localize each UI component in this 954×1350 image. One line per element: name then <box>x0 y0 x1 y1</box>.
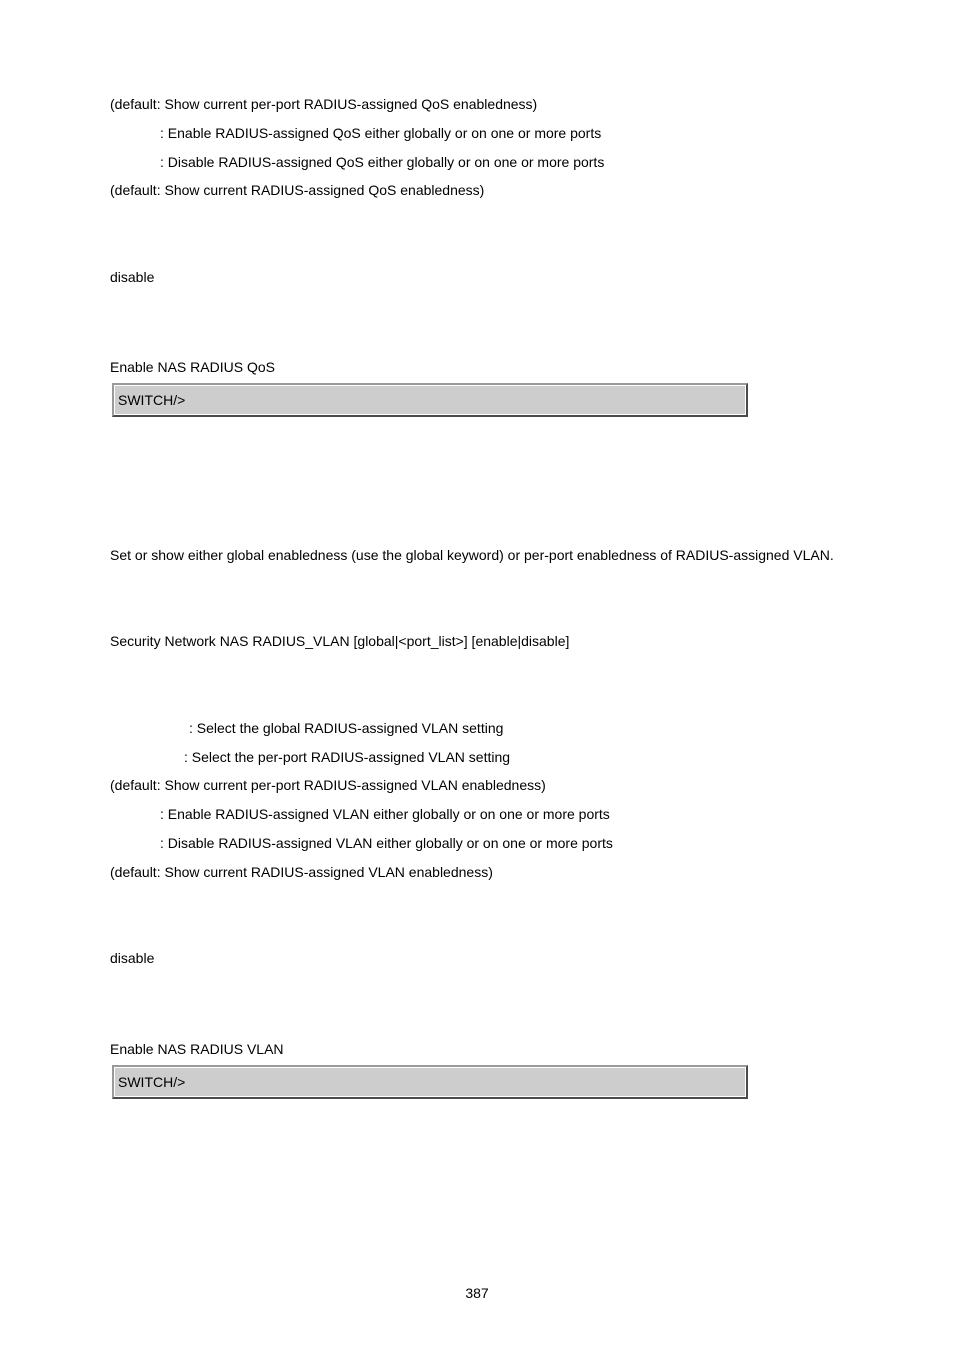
qos-default-global-text: (default: Show current RADIUS-assigned QoS enabledness) <box>110 182 485 198</box>
vlan-default-per-port-text: (default: Show current per-port RADIUS-assigned VLAN enabledness) <box>110 777 546 793</box>
qos-disable-description: : Disable RADIUS-assigned QoS either globally or on one or more ports <box>160 154 605 170</box>
vlan-default-value: disable <box>110 950 155 966</box>
vlan-example-title: Enable NAS RADIUS VLAN <box>110 1041 284 1057</box>
qos-default-per-port-text: (default: Show current per-port RADIUS-assigned QoS enabledness) <box>110 96 538 112</box>
vlan-example-console-text: SWITCH/> <box>118 1074 186 1090</box>
qos-example-title: Enable NAS RADIUS QoS <box>110 359 275 375</box>
vlan-example-console-box <box>112 1065 748 1099</box>
qos-enable-description: : Enable RADIUS-assigned QoS either globally or on one or more ports <box>160 125 602 141</box>
qos-example-console-box <box>112 383 748 417</box>
qos-example-console-text: SWITCH/> <box>118 392 186 408</box>
vlan-per-port-description: : Select the per-port RADIUS-assigned VLAN setting <box>184 749 511 765</box>
vlan-enable-description: : Enable RADIUS-assigned VLAN either globally or on one or more ports <box>160 806 610 822</box>
vlan-global-description: : Select the global RADIUS-assigned VLAN setting <box>189 720 504 736</box>
vlan-disable-description: : Disable RADIUS-assigned VLAN either globally or on one or more ports <box>160 835 613 851</box>
qos-default-value: disable <box>110 269 155 285</box>
vlan-syntax: Security Network NAS RADIUS_VLAN [global|<port_list>] [enable|disable] <box>110 633 570 649</box>
page-number: 387 <box>465 1285 489 1301</box>
vlan-default-global-text: (default: Show current RADIUS-assigned VLAN enabledness) <box>110 864 493 880</box>
vlan-description: Set or show either global enabledness (use the global keyword) or per-port enabledness of RADIUS-assigned VLAN. <box>110 547 834 563</box>
